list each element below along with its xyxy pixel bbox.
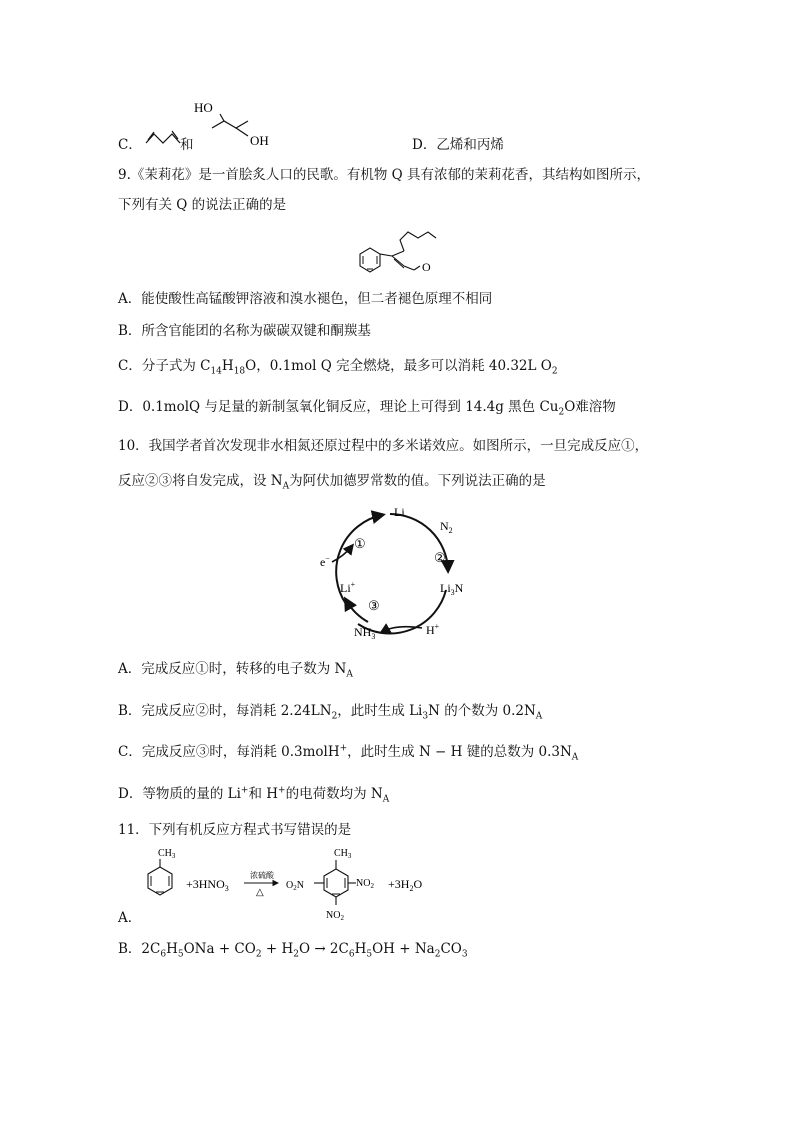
q9-oxygen-label: O <box>422 260 431 274</box>
q9-jasmine-aldehyde-structure <box>352 226 442 280</box>
q9-option-d: D．0.1molQ 与足量的新制氢氧化铜反应，理论上可得到 14.4g 黑色 $Cu_2O$难溶物 <box>118 399 616 418</box>
q8-option-c-and: 和 <box>180 137 194 153</box>
q9-stem-line2: 下列有关 Q 的说法正确的是 <box>118 197 287 213</box>
cycle-step1-label: ① <box>354 536 366 551</box>
q10-stem-line2: 反应②③将自发完成，设 $N_A$为阿伏加德罗常数的值。下列说法正确的是 <box>118 473 546 492</box>
q10-option-d: D．等物质的量的 Li+和 H+的电荷数均为 $N_A$ <box>118 785 390 805</box>
q11-o2n: $O_2N$ <box>286 880 304 892</box>
cycle-li-label: Li <box>394 505 405 519</box>
q8-butadiene-structure <box>144 128 184 148</box>
q9-option-b: B．所含官能团的名称为碳碳双键和酮羰基 <box>118 323 371 339</box>
q11-tnt-no2-right: $NO_2$ <box>356 878 374 890</box>
q10-option-b: B．完成反应②时，每消耗 $2.24LN_2$，此时生成 $Li_3N$ 的个数为 $0.2N_A$ <box>118 703 543 722</box>
q11-option-b: B．$2C_6H_5ONa + CO_2 + H_2O \to 2C_6H_5OH + Na_2CO_3$ <box>118 941 468 960</box>
q11-tnt-no2-bottom: $NO_2$ <box>326 910 344 922</box>
q11-toluene-ch3: $CH_3$ <box>158 848 176 860</box>
q11-option-a-label: A． <box>118 910 142 926</box>
q9-option-a: A．能使酸性高锰酸钾溶液和溴水褪色，但二者褪色原理不相同 <box>118 291 493 307</box>
cycle-h-plus-label: H+ <box>426 622 440 637</box>
q8-ho-label: HO <box>194 100 213 115</box>
q10-option-a: A．完成反应①时，转移的电子数为 $N_A$ <box>118 661 353 680</box>
cycle-li-plus-label: Li+ <box>340 580 356 595</box>
cycle-step2-label: ② <box>434 550 446 565</box>
cycle-nh3-label: $NH_3$ <box>354 625 376 641</box>
cycle-n2-label: $N_2$ <box>440 519 453 535</box>
q8-oh-label: OH <box>250 133 269 148</box>
q8-option-c-label: C． <box>118 137 142 153</box>
q10-stem-line1: 10．我国学者首次发现非水相氮还原过程中的多米诺效应。如图所示，一旦完成反应①， <box>118 438 649 454</box>
q10-nitrogen-cycle-diagram <box>310 500 490 650</box>
q9-stem-line1: 9.《茉莉花》是一首脍炙人口的民歌。有机物 Q 具有浓郁的茉莉花香，其结构如图所示， <box>118 167 651 183</box>
q8-butanediol-structure <box>190 96 280 156</box>
q11-heat: △ <box>256 887 264 898</box>
q11-catalyst: 浓硫酸 <box>250 871 274 880</box>
cycle-electron-label: e− <box>320 554 330 569</box>
q11-h2o: $+3H_2O$ <box>388 877 423 893</box>
cycle-li3n-label: $Li_3N$ <box>440 581 464 597</box>
q11-tnt-ch3: $CH_3$ <box>334 848 352 860</box>
cycle-step3-label: ③ <box>368 598 380 613</box>
q8-option-d: D．乙烯和丙烯 <box>412 137 504 153</box>
q9-option-c: C．分子式为 $C_{14}H_{18}O$，0.1mol Q 完全燃烧，最多可以消耗 40.32L $O_2$ <box>118 358 558 377</box>
q11-hno3: $+3HNO_3$ <box>186 877 229 893</box>
q11-stem: 11．下列有机反应方程式书写错误的是 <box>118 822 352 838</box>
q11-nitration-equation <box>140 842 440 924</box>
q10-option-c: C．完成反应③时，每消耗 0.3molH+，此时生成 N − H 键的总数为 $0.3N_A$ <box>118 743 579 763</box>
